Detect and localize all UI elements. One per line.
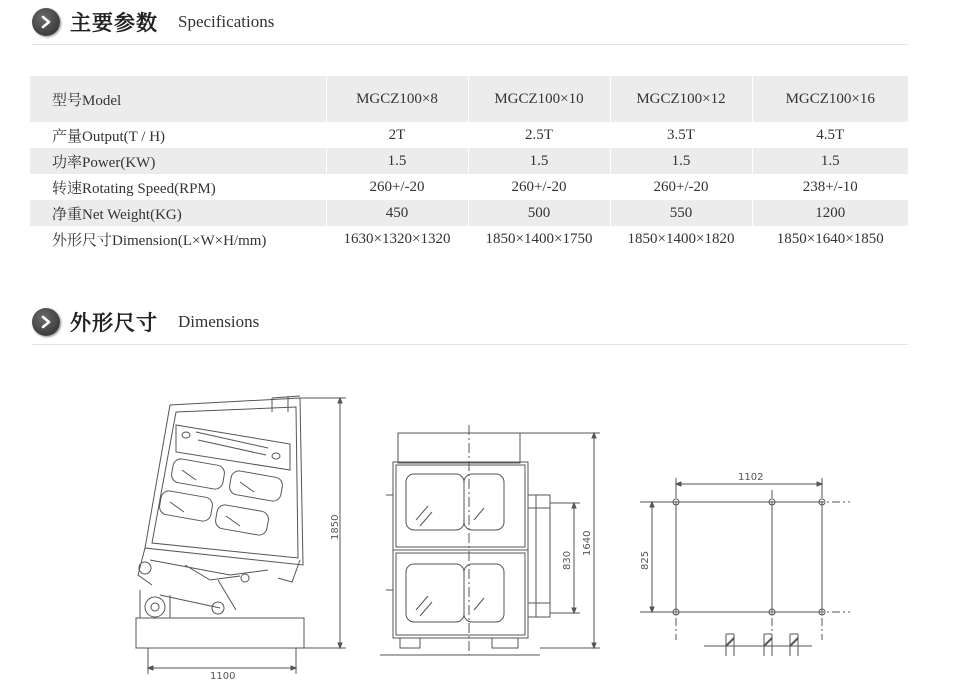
dimensions-header xyxy=(32,302,259,342)
plan-depth-label: 825 xyxy=(640,550,651,570)
side-height-label: 1850 xyxy=(330,514,341,540)
specifications-table xyxy=(30,76,908,252)
section-title-en: Dimensions xyxy=(178,312,260,331)
table-header-label: 型号Model xyxy=(30,76,326,122)
side-view-drawing xyxy=(136,396,346,674)
plan-view-drawing xyxy=(640,478,850,656)
dimension-drawings xyxy=(0,380,957,694)
front-height-label: 1640 xyxy=(582,530,593,556)
section-divider xyxy=(32,44,908,45)
table-cell: 1200 xyxy=(752,200,908,226)
table-cell: 1.5 xyxy=(326,148,468,174)
table-cell: 2T xyxy=(326,122,468,148)
table-header-cell: MGCZ100×16 xyxy=(752,76,908,122)
table-cell: 550 xyxy=(610,200,752,226)
row-label: 转速Rotating Speed(RPM) xyxy=(52,180,216,197)
table-cell: 500 xyxy=(468,200,610,226)
table-cell: 1850×1400×1820 xyxy=(610,226,752,252)
table-cell: 260+/-20 xyxy=(610,174,752,200)
table-cell: 2.5T xyxy=(468,122,610,148)
row-label: 产量Output(T / H) xyxy=(52,128,166,145)
row-label: 外形尺寸Dimension(L×W×H/mm) xyxy=(52,232,267,249)
table-cell: 260+/-20 xyxy=(326,174,468,200)
table-cell: 1.5 xyxy=(468,148,610,174)
table-row xyxy=(30,226,908,252)
table-row xyxy=(30,148,908,174)
section-title-zh: 外形尺寸 xyxy=(70,311,158,335)
side-width-label: 1100 xyxy=(210,671,236,682)
chevron-right-icon xyxy=(32,308,60,336)
table-cell: 1850×1400×1750 xyxy=(468,226,610,252)
table-cell: 3.5T xyxy=(610,122,752,148)
section-title-zh: 主要参数 xyxy=(70,11,158,35)
table-cell: 1850×1640×1850 xyxy=(752,226,908,252)
table-header-row xyxy=(30,76,908,122)
table-header-cell: MGCZ100×10 xyxy=(468,76,610,122)
table-cell: 238+/-10 xyxy=(752,174,908,200)
chevron-right-icon xyxy=(32,8,60,36)
table-header-cell: MGCZ100×12 xyxy=(610,76,752,122)
table-cell: 1.5 xyxy=(610,148,752,174)
table-cell: 1630×1320×1320 xyxy=(326,226,468,252)
section-title-en: Specifications xyxy=(178,12,275,31)
table-row xyxy=(30,200,908,226)
front-view-drawing xyxy=(380,425,600,655)
table-cell: 450 xyxy=(326,200,468,226)
plan-width-label: 1102 xyxy=(738,472,764,483)
table-cell: 4.5T xyxy=(752,122,908,148)
section-divider xyxy=(32,344,908,345)
table-header-cell: MGCZ100×8 xyxy=(326,76,468,122)
table-cell: 1.5 xyxy=(752,148,908,174)
specifications-header xyxy=(32,2,274,42)
row-label: 净重Net Weight(KG) xyxy=(30,200,326,226)
table-cell: 260+/-20 xyxy=(468,174,610,200)
row-label: 功率Power(KW) xyxy=(30,148,326,174)
table-row xyxy=(30,122,908,148)
table-row xyxy=(30,174,908,200)
front-inner-height-label: 830 xyxy=(562,550,573,570)
